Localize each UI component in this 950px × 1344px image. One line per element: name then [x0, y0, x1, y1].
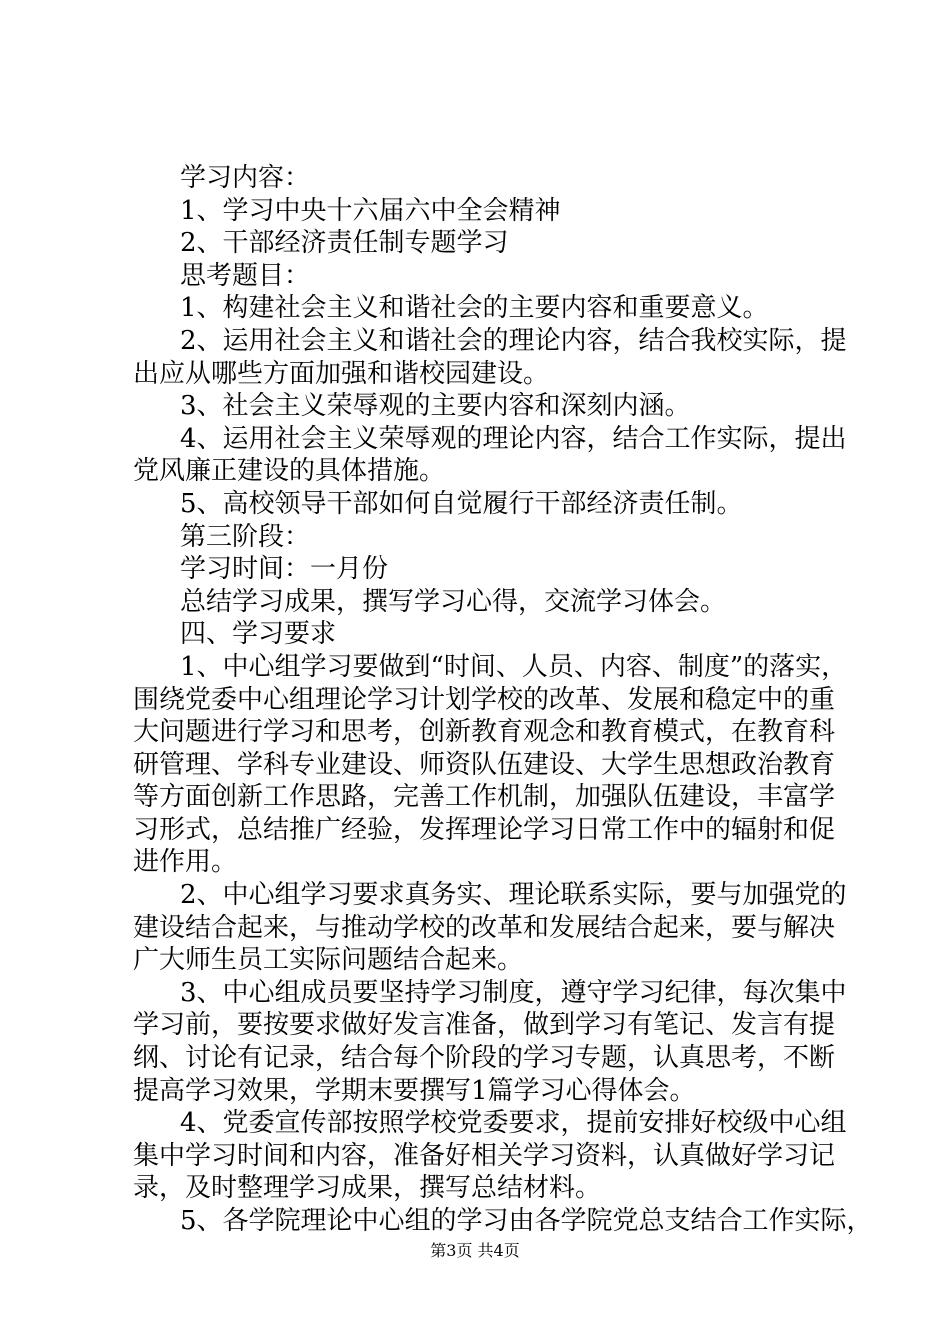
text-line: 5、各学院理论中心组的学习由各学院党总支结合工作实际， [180, 1206, 873, 1236]
text-line: 围绕党委中心组理论学习计划学校的改革、发展和稳定中的重 [133, 684, 836, 715]
text-line: 集中学习时间和内容，准备好相关学习资料，认真做好学习记 [133, 1140, 836, 1171]
section-heading: 四、学习要求 [180, 619, 337, 650]
text-line: 4、党委宣传部按照学校党委要求，提前安排好校级中心组 [180, 1108, 847, 1139]
text-line: 2、干部经济责任制专题学习 [180, 228, 509, 259]
text-line: 3、社会主义荣辱观的主要内容和深刻内涵。 [180, 391, 691, 422]
text-line: 进作用。 [133, 847, 238, 878]
text-line: 4、运用社会主义荣辱观的理论内容，结合工作实际，提出 [180, 423, 847, 454]
text-line: 学习时间：一月份 [180, 554, 389, 585]
text-line: 学习内容： [180, 163, 311, 193]
section-heading: 第三阶段： [180, 521, 311, 552]
text-line: 党风廉正建设的具体措施。 [133, 456, 446, 487]
text-line: 录，及时整理学习成果，撰写总结材料。 [133, 1173, 602, 1204]
page-number-footer: 第3页 共4页 [430, 1241, 520, 1260]
text-line: 1、中心组学习要做到“时间、人员、内容、制度”的落实， [180, 651, 848, 682]
text-line: 2、运用社会主义和谐社会的理论内容，结合我校实际，提 [180, 325, 847, 356]
text-line: 3、中心组成员要坚持学习制度，遵守学习纪律，每次集中 [180, 977, 847, 1008]
text-line: 总结学习成果，撰写学习心得，交流学习体会。 [180, 586, 727, 617]
text-line: 1、学习中央十六届六中全会精神 [180, 195, 561, 226]
text-line: 广大师生员工实际问题结合起来。 [133, 945, 524, 976]
text-line: 大问题进行学习和思考，创新教育观念和教育模式，在教育科 [133, 717, 836, 748]
text-line: 提高学习效果，学期末要撰写1篇学习心得体会。 [133, 1075, 696, 1106]
text-line: 思考题目： [180, 260, 311, 291]
text-line: 等方面创新工作思路，完善工作机制，加强队伍建设，丰富学 [133, 782, 836, 813]
text-line: 2、中心组学习要求真务实、理论联系实际，要与加强党的 [180, 880, 847, 911]
text-line: 习形式，总结推广经验，发挥理论学习日常工作中的辐射和促 [133, 814, 836, 845]
text-line: 建设结合起来，与推动学校的改革和发展结合起来，要与解决 [133, 912, 836, 943]
document-body [133, 162, 873, 1238]
text-line: 出应从哪些方面加强和谐校园建设。 [133, 358, 550, 389]
text-line: 纲、讨论有记录，结合每个阶段的学习专题，认真思考，不断 [133, 1043, 836, 1074]
text-line: 研管理、学科专业建设、师资队伍建设、大学生思想政治教育 [133, 749, 836, 780]
text-line: 学习前，要按要求做好发言准备，做到学习有笔记、发言有提 [133, 1010, 836, 1041]
text-line: 1、构建社会主义和谐社会的主要内容和重要意义。 [180, 293, 769, 324]
text-line: 5、高校领导干部如何自觉履行干部经济责任制。 [180, 488, 743, 519]
